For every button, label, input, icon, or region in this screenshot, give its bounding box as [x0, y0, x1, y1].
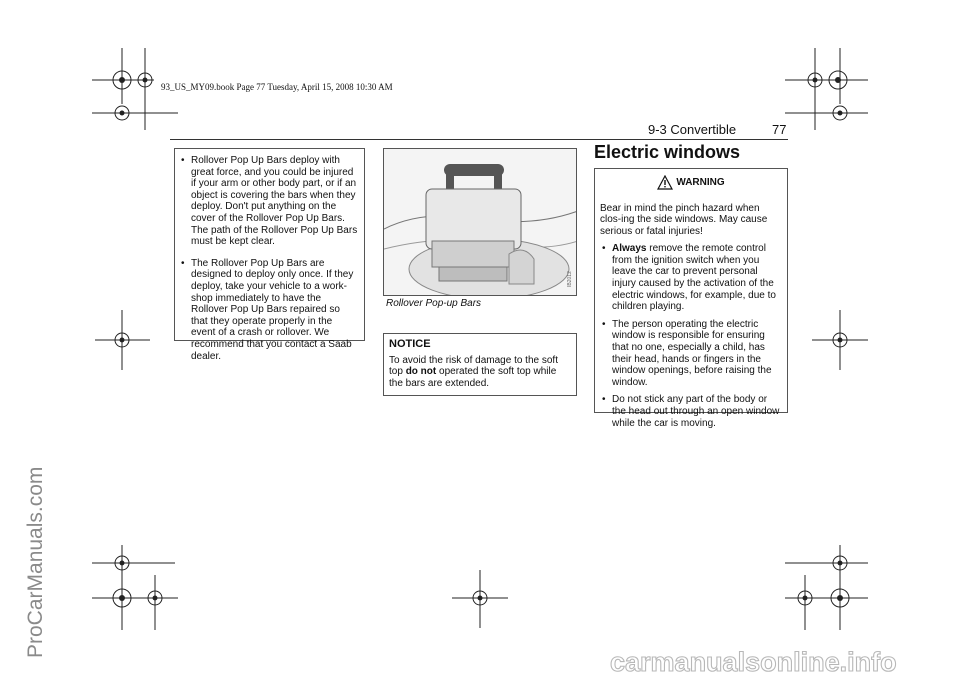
- rollover-warning-box: [174, 148, 365, 362]
- notice-text: To avoid the risk of damage to the soft top do not operated the soft top while the bars are extended.: [389, 355, 558, 389]
- rollover-bars-photo: [383, 148, 577, 296]
- watermark-carmanualsonline: [610, 647, 955, 677]
- rollover-bullet-list: [179, 155, 358, 362]
- list-item: • Do not stick any part of the body or the head out through an open window while the car is moving.: [600, 394, 782, 429]
- rollover-bar-illustration: [384, 149, 577, 296]
- footer-watermark-text: carmanualsonline.info: [610, 647, 897, 677]
- header-title: 9-3 Convertible: [648, 122, 737, 137]
- figure-caption: Rollover Pop-up Bars: [386, 298, 482, 309]
- warning-bullet-list: [600, 243, 782, 429]
- header-rule: [170, 139, 788, 140]
- warning-header: [600, 173, 782, 193]
- list-item: • The person operating the electric window is responsible for ensuring that no one, especially a child, has their head, hands or fingers in the window openings, before raising the window.: [600, 319, 782, 389]
- list-item: • The Rollover Pop Up Bars are designed to deploy only once. If they deploy, take your vehicle to a work-shop immediately to have the Rollover Pop Up Bars repaired so that they operate properly in the event of a crash or rollover. We recommend that you contact a Saab dealer.: [179, 258, 358, 362]
- notice-title: NOTICE: [389, 338, 431, 350]
- book-file-info: 93_US_MY09.book Page 77 Tuesday, April 15, 2008 10:30 AM: [161, 82, 393, 92]
- figure-code: IB2012: [567, 271, 573, 287]
- watermark-text: ProCarManuals.com: [24, 466, 47, 658]
- warning-box: [594, 168, 788, 429]
- page-number: 77: [772, 122, 787, 137]
- notice-box: [383, 333, 577, 396]
- list-item: • Rollover Pop Up Bars deploy with great force, and you could be injured if your arm or other body part, or if an object is covering the bars when they deploy. Don't put anything on the cover of the Rollover Pop Up Bars. The path of the Rollover Pop Up Bars must be kept clear.: [179, 155, 358, 248]
- warning-title: WARNING: [676, 177, 725, 188]
- list-item: • Always remove the remote control from the ignition switch when you leave the car to prevent personal injury caused by the activation of the electric windows, for example, due to children playing.: [600, 243, 782, 313]
- warning-triangle-icon: [657, 175, 673, 190]
- warning-lead: Bear in mind the pinch hazard when clos-ing the side windows. May cause serious or fatal injuries!: [600, 203, 768, 237]
- section-title: Electric windows: [594, 142, 741, 162]
